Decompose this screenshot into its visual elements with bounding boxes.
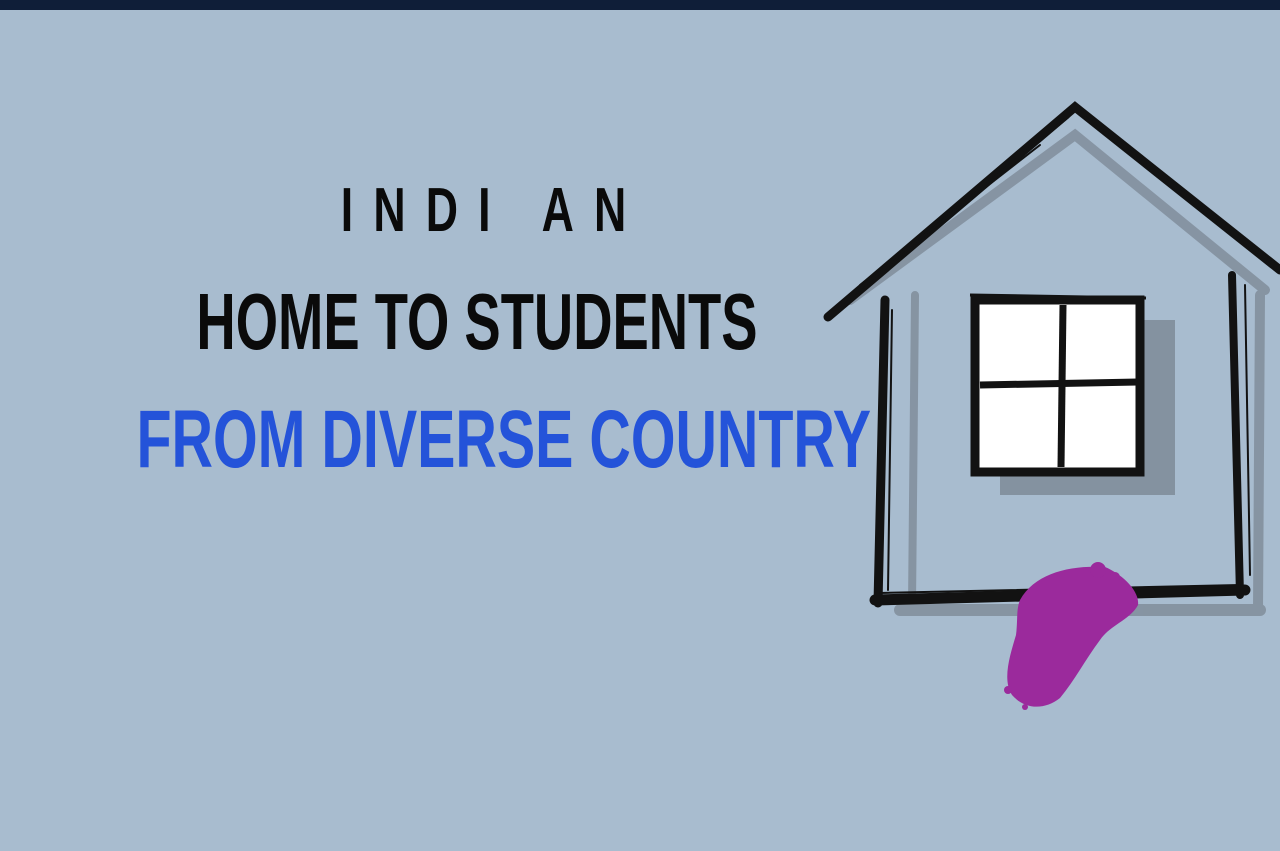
headline-from-diverse-country: FROM DIVERSE COUNTRY (136, 394, 872, 485)
house-window (970, 295, 1146, 472)
paint-splash (1004, 562, 1138, 710)
house-sketch-icon (820, 95, 1280, 725)
headline-indian: INDI AN (340, 176, 647, 245)
top-bar (0, 0, 1280, 10)
headline-home-to-students: HOME TO STUDENTS (196, 277, 758, 366)
house-roof (828, 107, 1280, 317)
